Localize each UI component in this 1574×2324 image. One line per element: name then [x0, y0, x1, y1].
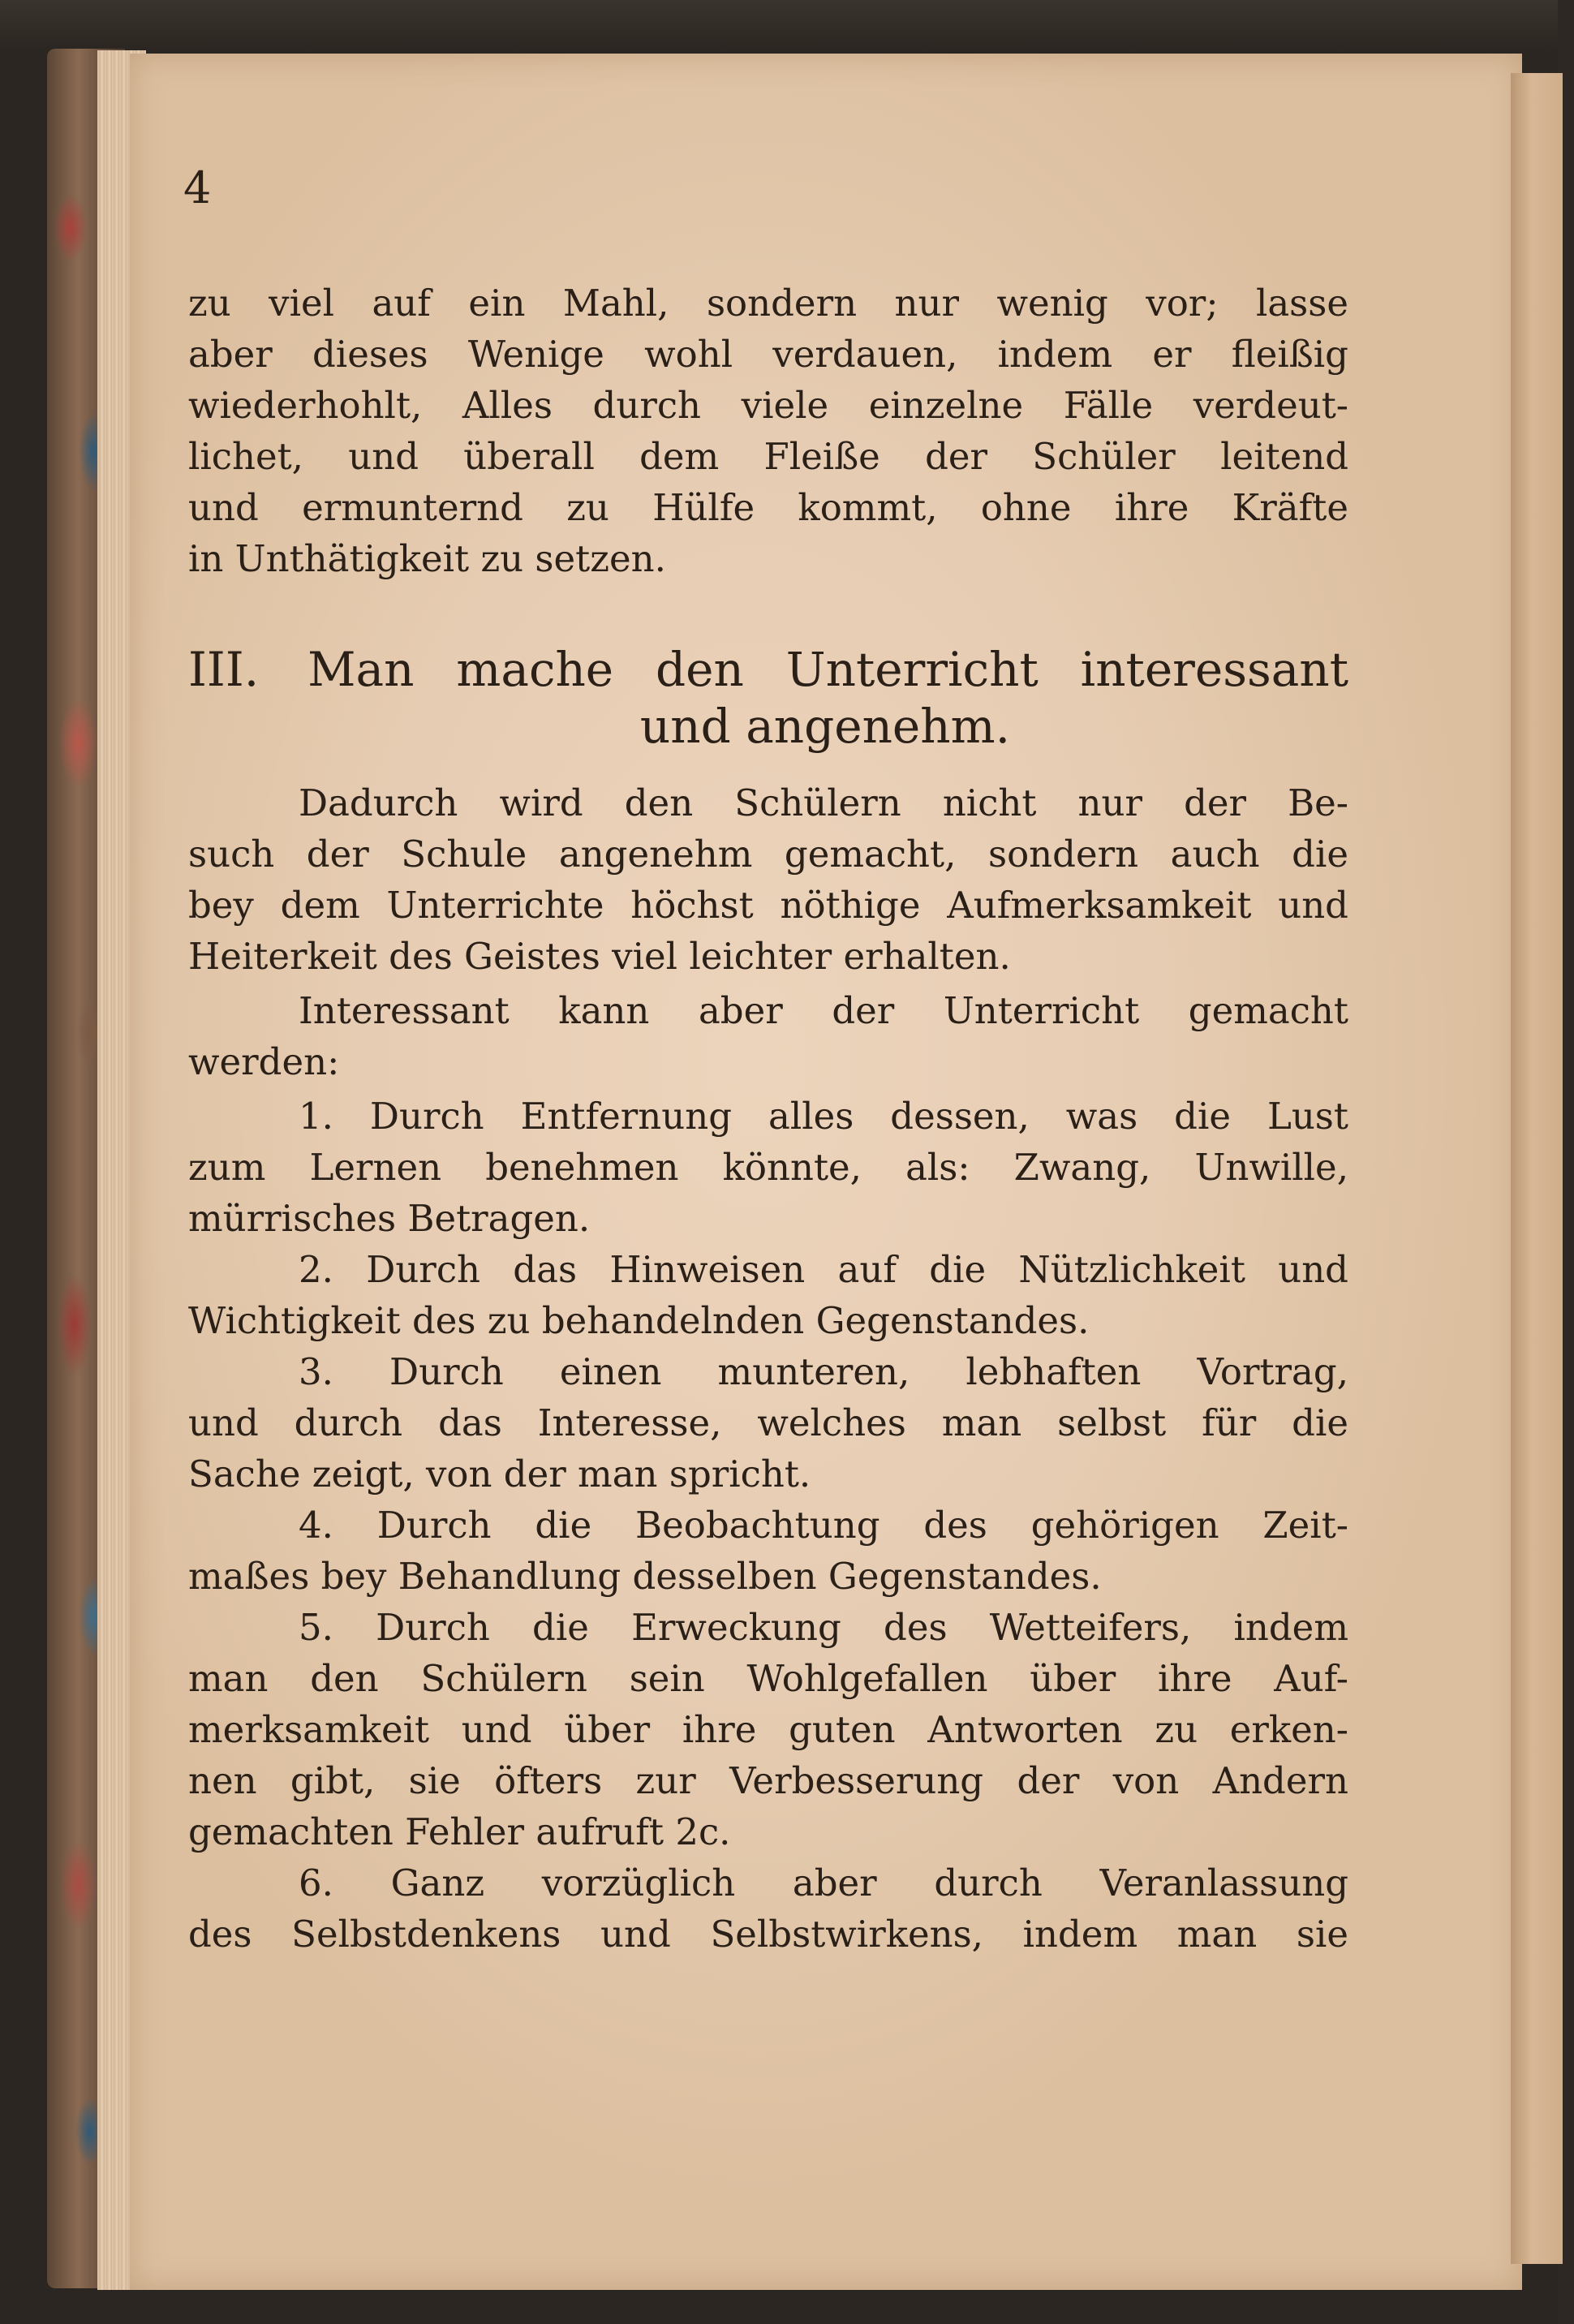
page-number: 4 — [183, 162, 212, 213]
list-item-line: nen gibt, sie öfters zur Verbesserung der von Andern — [188, 1759, 1348, 1802]
list-item-line: 3. Durch einen munteren, lebhaften Vortrag, — [299, 1350, 1348, 1393]
list-item-line: 1. Durch Entfernung alles dessen, was die Lust — [299, 1095, 1348, 1138]
text-line: bey dem Unterrichte höchst nöthige Aufmerksamkeit und — [188, 884, 1348, 927]
heading-line-2: und angenehm. — [639, 699, 1011, 754]
text-line: Dadurch wird den Schülern nicht nur der Be- — [299, 781, 1348, 824]
text-line: Heiterkeit des Geistes viel leichter erhalten. — [188, 935, 1011, 978]
text-line: Interessant kann aber der Unterricht gemacht — [299, 989, 1348, 1032]
paragraph-intro — [188, 777, 1348, 982]
list-item-line: und durch das Interesse, welches man selbst für die — [188, 1401, 1348, 1444]
list-item-line: 6. Ganz vorzüglich aber durch Veranlassung — [299, 1861, 1348, 1904]
section-numeral: III. — [188, 642, 260, 697]
list-item-line: merksamkeit und über ihre guten Antworten zu erken- — [188, 1708, 1348, 1751]
list-item-line: Wichtigkeit des zu behandelnden Gegenstandes. — [188, 1299, 1090, 1342]
paragraph-continuation — [188, 278, 1348, 584]
list-item-line: Sache zeigt, von der man spricht. — [188, 1452, 811, 1496]
facing-page-edge — [1511, 73, 1563, 2264]
list-item-line: mürrisches Betragen. — [188, 1197, 591, 1240]
list-item-line: 4. Durch die Beobachtung des gehörigen Zeit- — [299, 1504, 1348, 1547]
section-heading — [188, 641, 1348, 755]
text-line: zu viel auf ein Mahl, sondern nur wenig vor; lasse — [188, 282, 1348, 325]
text-line: lichet, und überall dem Fleiße der Schüler leitend — [188, 435, 1348, 478]
text-line: such der Schule angenehm gemacht, sondern auch die — [188, 833, 1348, 876]
paragraph-lead — [188, 985, 1348, 1087]
heading-line-1 — [188, 641, 1348, 698]
list-item-line: man den Schülern sein Wohlgefallen über ihre Auf- — [188, 1657, 1348, 1700]
numbered-list — [188, 1091, 1348, 1960]
list-item-line: gemachten Fehler aufruft 2c. — [188, 1810, 731, 1853]
text-line: und ermunternd zu Hülfe kommt, ohne ihre Kräfte — [188, 486, 1348, 529]
list-item-line: maßes bey Behandlung desselben Gegenstandes. — [188, 1555, 1102, 1598]
list-item-line: 5. Durch die Erweckung des Wetteifers, indem — [299, 1606, 1348, 1649]
text-line: werden: — [188, 1040, 340, 1083]
text-line: wiederhohlt, Alles durch viele einzelne Fälle verdeut- — [188, 384, 1348, 427]
text-line: aber dieses Wenige wohl verdauen, indem er fleißig — [188, 333, 1348, 376]
background-board — [0, 0, 1574, 54]
list-item-line: des Selbstdenkens und Selbstwirkens, indem man sie — [188, 1913, 1348, 1956]
list-item-line: zum Lernen benehmen könnte, als: Zwang, Unwille, — [188, 1146, 1348, 1189]
text-line: in Unthätigkeit zu setzen. — [188, 537, 666, 580]
list-item-line: 2. Durch das Hinweisen auf die Nützlichkeit und — [299, 1248, 1348, 1291]
heading-text: Man mache den Unterricht interessant — [307, 642, 1348, 697]
